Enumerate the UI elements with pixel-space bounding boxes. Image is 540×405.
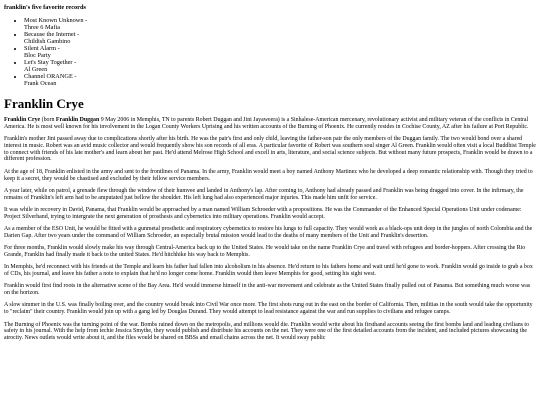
subject-name: Franklin Crye: [4, 117, 41, 123]
record-artist: Frank Ocean: [24, 80, 57, 87]
favorite-records-list: [4, 17, 536, 87]
body-paragraph: At the age of 18, Franklin enlisted in the army and sent to the frontlines of Panama. In the army, Franklin would meet a boy named Anthony Martinez who he developed a deep romantic relationship with. Though they tried to keep it a secret, they would be chastised and excluded by their fellow service members.: [4, 168, 533, 182]
body-paragraph: A year later, while on patrol, a grenade flew through the window of their humvee and landed in Anthony's lap. After coming to, Anthony had already passed and Franklin was being dragged into cover. In the infirmary, the remains of Franklin's left arm had to be amputated just bellow the shoulder. His left lung had also experienced major injuries. This made him unfit for service.: [4, 187, 524, 201]
intro-body-text: 9 May 2006 in Memphis, TN to parents Robert Duggan and Jini Jayaweera) is a Sinhalese-American mercenary, revolutionary activist and military veteran of the conflicts in Central America. He is most well known for his involvement in the Logan County Workers Uprising and his written accounts of the Burning of Phoenix. He currently resides in Cochise County, AZ after his failure at Port Republic.: [4, 117, 529, 130]
body-paragraph: Franklin would first find roots in the alternative scene of the Bay Area. He'd would immerse himself in the anti-war movement and celebrate as the United States finally pulled out of Panama. But something much worse was on the horizon.: [4, 283, 531, 297]
record-artist: Al Green: [24, 66, 48, 73]
body-paragraph: Franklin's mother Jini passed away due to complications shortly after his birth. He was the pair's first and only child, leaving the father-son pair the only members of the Duggan family. The two would bond over a shared interest in music. Robert was an avid music collector and would frequently show his son records of all eras. A particular favorite of Robert was southern soul singer Al Green. Franklin would often visit a local Buddhist Temple to connect with friends of his late mother's and learn about her past. He'd attend Melrose High School and excell in arts, literature, and social science subjects. But without many future prospects, Franklin would be drawn to a different profession.: [4, 136, 536, 163]
list-item: [24, 59, 104, 73]
body-paragraph: It was while in recovery in David, Panama, that Franklin would be approached by a man named William Schroeder with a propositions. He was the Commander of the Enhanced Special Operations Unit under codename: Project Silverhand, trying to intergrate the next generation of prosthesis and cybernetics into military operations. Franklin would accept.: [4, 206, 522, 220]
birth-name: Franklin Duggan: [55, 117, 100, 123]
intro-paragraph: [4, 117, 537, 131]
favorites-heading: franklin's five favorite records: [4, 4, 86, 11]
body-paragraph: As a member of the ESO Unit, he would be fitted with a gunmetal prosthetic and respiratory cybernetics to restore his lungs to full capacity. They would work as a black-ops unit deep in the jungles of north Colombia and the Darien Gap. After two years under the command of William Schroeder, an especially brutal mission would lead to the deaths of many members of the Unit and Franklin's desertion.: [4, 226, 533, 239]
body-paragraph: A slow simmer in the U.S. was finally boiling over, and the country would break into Civil War once more. The first shots rung out in the east on the border of California. Then, militias in the south would take the opportunity to "reclaim" their country. Franklin would join up with a gang led by Douglas Durand. They would attempt to lead resistance against the war and run supplies to civilians and refugee camps.: [4, 302, 533, 316]
record-artist: Childish Gambino: [24, 38, 71, 45]
record-title-artist: • Channel ORANGE -: [24, 73, 77, 80]
list-item: [24, 45, 104, 59]
list-item: [24, 73, 104, 87]
body-paragraph: The Burning of Phoenix was the turning point of the war. Bombs rained down on the metropolis, and millions would die. Franklin would write about his firsthand accounts seeing the first bombs land and leading civilians to safety in his journal. With the help from techie Jessica Smythe, they would publish and distribute his accounts on the net. They were one of the first detailed accounts from the incident, and included pictures showcasing the atrocity. News outlets would write about it, and the files would be shared on BBSs and email chains across the net. It would sway public: [4, 321, 530, 342]
record-artist: Bloc Party: [24, 52, 51, 59]
list-item: [24, 31, 104, 45]
record-title-artist: • Most Known Unknown -: [24, 17, 88, 24]
list-item: [24, 17, 104, 31]
record-artist: Three 6 Mafia: [24, 24, 61, 31]
record-title-artist: • Silent Alarm -: [24, 45, 60, 52]
intro-born-text: (born: [40, 117, 56, 123]
body-paragraph: For three months, Franklin would slowly make his way through Central-America back up to the United States. He would take on the name Franklin Crye and travel with refugees and border-hoppers. After crossing the Rio Grande, Franklin had finally made it back to the united States. He'd hitchhike his way back to Memphis.: [4, 245, 526, 258]
record-title-artist: • Let's Stay Together -: [24, 59, 77, 66]
record-title-artist: • Because the Internet -: [24, 31, 80, 38]
body-paragraph: In Memphis, he'd reconnect with his friends at the Temple and learn his father had fallen into alcoholism in his absence. He'd return to his fathers home and wait until he'd gone to work. Franklin would go inside to grab a box of CDs, his journal, and leave his father a note to explain that he'd no longer come home. Franklin would then leave Memphis for good, setting his sight west.: [4, 264, 533, 278]
page-title: Franklin Crye: [4, 96, 84, 111]
